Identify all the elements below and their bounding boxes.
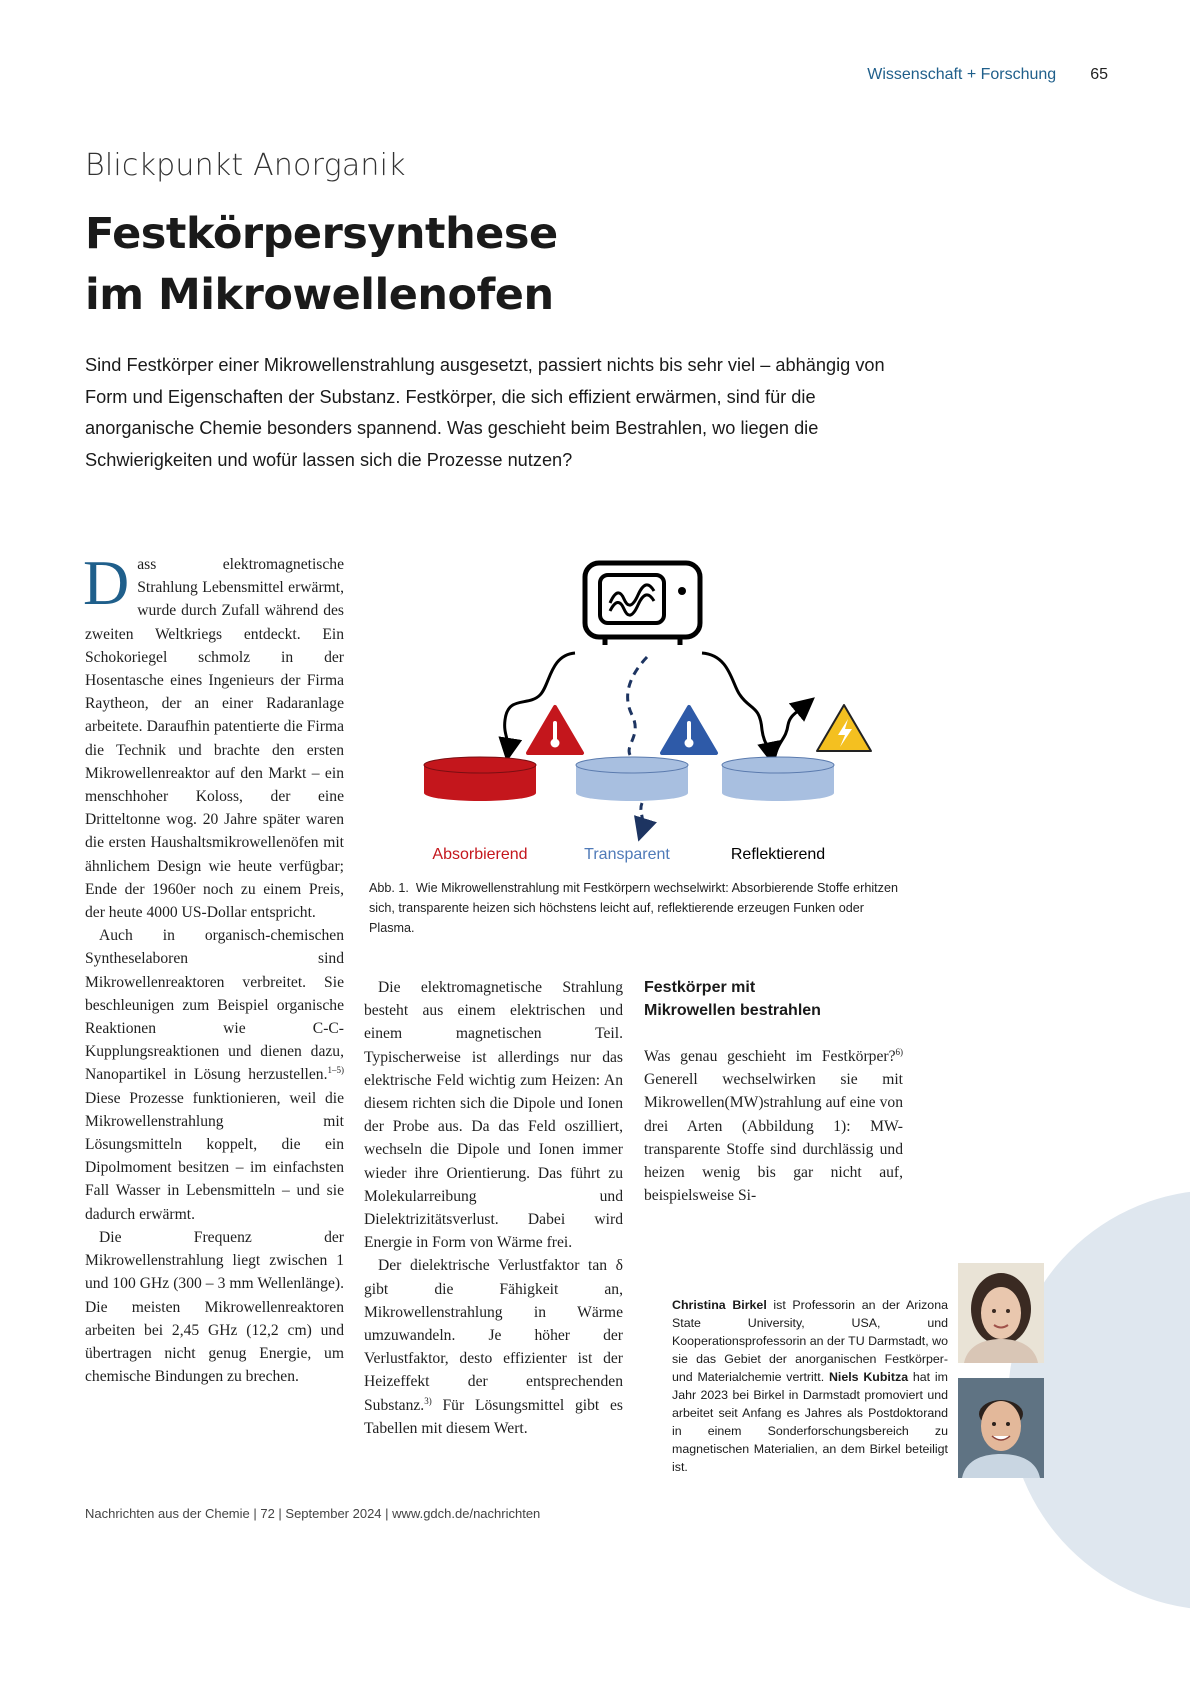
body-column-2: [364, 976, 623, 1440]
label-absorbing: Absorbierend: [432, 846, 528, 863]
reference-marker: 6): [895, 1046, 903, 1057]
paragraph-2-text-b: Diese Prozesse funktionieren, weil die Mikrowellenstrahlung mit Lösungsmitteln koppelt, die ein Dipolmoment besitzen – im einfachsten Fall Wasser in Lebensmitteln – und sie dadurch erwärmt.: [85, 1089, 344, 1223]
body-column-1: [83, 547, 344, 1388]
microwave-oven-icon: [585, 563, 700, 645]
paragraph-6-text-a: Was genau geschieht im Festkörper?: [644, 1048, 896, 1065]
absorbing-disc: [424, 757, 536, 801]
article-kicker: Blickpunkt Anorganik: [85, 148, 406, 183]
lightning-warning-icon: [817, 705, 871, 751]
author-bio-1-text: ist Professorin an der Arizona State University, USA, und Kooperationsprofessorin an der TU Darmstadt, wo sie das Gebiet der anorganischen Festkörper- und Materialchemie vertritt.: [672, 1298, 948, 1384]
author-photo-birkel: [958, 1263, 1044, 1363]
body-column-3: [644, 1045, 903, 1207]
title-line-2: im Mikrowellenofen: [85, 270, 554, 320]
page-number: 65: [1090, 66, 1108, 83]
label-reflecting: Reflektierend: [730, 846, 826, 863]
author-name-2: Niels Kubitza: [828, 1370, 909, 1384]
author-bios: [672, 1296, 948, 1476]
author-bio-1: [672, 1296, 948, 1476]
page-footer: Nachrichten aus der Chemie | 72 | September 2024 | www.gdch.de/nachrichten: [85, 1506, 541, 1521]
caption-label: Abb. 1.: [369, 881, 409, 895]
paragraph-2-text-a: Auch in organisch-chemischen Syntheselaboren sind Mikrowellenreaktoren verbreitet. Sie beschleunigen zum Beispiel organische Reaktionen wie C-C-Kupplungsreaktionen und dienen dazu, Nanopartikel in Lösung herzustellen.: [85, 927, 344, 1084]
thermometer-warning-icon: [528, 707, 582, 753]
reflecting-disc: [722, 757, 834, 801]
transmitted-wave-exit-arrow: [641, 803, 643, 833]
paragraph-5: [364, 1254, 623, 1440]
paragraph-2: [85, 924, 344, 1226]
reflected-wave-arrow: [702, 653, 772, 757]
thermometer-warning-icon-blue: [662, 707, 716, 753]
figure-diagram: [410, 555, 890, 870]
subheading-line-1: Festkörper mit: [644, 979, 756, 996]
section-label: Wissenschaft + Forschung: [867, 66, 1057, 83]
figure-microwave-interaction: [410, 555, 890, 870]
section-subheading: [644, 976, 904, 1022]
drop-cap: D: [83, 547, 130, 618]
paragraph-6-text-b: Generell wechselwirken sie mit Mikrowellen(MW)strahlung auf eine von drei Arten (Abbildung 1): MW-transparente Stoffe sind durchlässig und heizen wenig bis gar nicht auf, beispielsweise Si-: [644, 1071, 903, 1205]
author-photo-kubitza: [958, 1378, 1044, 1478]
reference-marker: 3): [424, 1395, 432, 1406]
running-head: [0, 66, 1108, 84]
author-bio-2-text: hat im Jahr 2023 bei Birkel in Darmstadt promoviert und arbeitet seit Anfang es Jahres als Postdoktorand in einem Sonderforschungsbereich zu magnetischen Materialien, an dem Birkel beteiligt ist.: [672, 1370, 948, 1474]
paragraph-1-text: ass elektromagnetische Strahlung Lebensmittel erwärmt, wurde durch Zufall während des zweiten Weltkriegs entdeckt. Ein Schokoriegel schmolz in der Hosentasche eines Ingenieurs der Firma Raytheon, der an einer Radaranlage arbeitete. Daraufhin patentierte die Firma die Technik und brachte den ersten Mikrowellenreaktor auf den Markt – ein menschhoher Koloss, der eine Dritteltonne wog. 20 Jahre später waren die ersten Haushaltsmikrowellenöfen mit ähnlichem Design wie heute verfügbar; Ende der 1960er noch zu einem Preis, der heute 4000 US-Dollar entspricht.: [85, 556, 344, 922]
title-line-1: Festkörpersynthese: [85, 209, 558, 259]
paragraph-3: Die Frequenz der Mikrowellenstrahlung liegt zwischen 1 und 100 GHz (300 – 3 mm Wellenlänge). Die meisten Mikrowellenreaktoren arbeiten bei 2,45 GHz (12,2 cm) und übertragen nicht genug Energie, um chemische Bindungen zu brechen.: [85, 1228, 344, 1386]
transparent-disc: [576, 757, 688, 801]
transmitted-wave-arrow: [628, 657, 647, 755]
paragraph-4: Die elektromagnetische Strahlung besteht aus einem elektrischen und einem magnetischen Teil. Typischerweise ist allerdings nur das elektrische Feld wichtig zum Heizen: An diesem richten sich die Dipole und Ionen der Probe aus. Da das Feld oszilliert, wechseln die Dipole und Ionen immer wieder ihre Orientierung. Das führt zu Molekularreibung und Dielektrizitätsverlust. Dabei wird Energie in Form von Wärme frei.: [364, 979, 623, 1252]
paragraph-6: [644, 1045, 903, 1207]
article-lead: Sind Festkörper einer Mikrowellenstrahlung ausgesetzt, passiert nichts bis sehr viel – abhängig von Form und Eigenschaften der Substanz. Festkörper, die sich effizient erwärmen, sind für die anorganische Chemie besonders spannend. Was geschieht beim Bestrahlen, wo liegen die Schwierigkeiten und wofür lassen sich die Prozesse nutzen?: [85, 355, 885, 470]
author-name-1: Christina Birkel: [672, 1298, 767, 1312]
figure-caption: [369, 878, 905, 938]
reference-marker: 1–5): [327, 1065, 344, 1076]
reflected-wave-out-arrow: [774, 703, 808, 760]
paragraph-5-text-b: Für Lösungsmittel gibt es Tabellen mit diesem Wert.: [364, 1396, 623, 1437]
paragraph-5-text-a: Der dielektrische Verlustfaktor tan δ gibt die Fähigkeit an, Mikrowellenstrahlung in Wärme umzuwandeln. Je höher der Verlustfaktor, desto effizienter ist der Heizeffekt der entsprechenden Substanz.: [364, 1257, 623, 1414]
subheading-line-2: Mikrowellen bestrahlen: [644, 1002, 821, 1019]
caption-text: Wie Mikrowellenstrahlung mit Festkörpern wechselwirkt: Absorbierende Stoffe erhitzen sich, transparente heizen sich höchstens leicht auf, reflektierende erzeugen Funken oder Plasma.: [369, 881, 898, 935]
article-title: [85, 204, 885, 326]
paragraph-1: [83, 547, 344, 924]
label-transparent: Transparent: [584, 846, 670, 863]
